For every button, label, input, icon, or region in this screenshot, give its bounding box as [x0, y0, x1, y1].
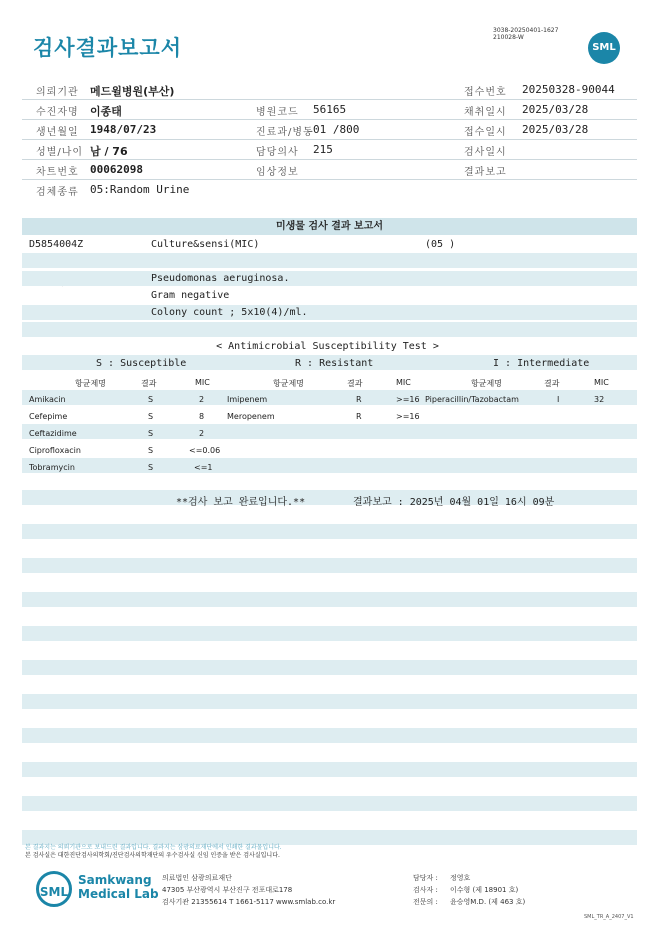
stripe	[22, 322, 637, 337]
staff-values	[450, 872, 525, 908]
field-value: 2025/03/28	[522, 123, 589, 136]
table-cell: 2	[199, 395, 205, 404]
table-cell: Amikacin	[29, 395, 66, 404]
stripe	[22, 458, 637, 473]
staff-labels	[413, 872, 438, 908]
table-cell: >=16	[396, 395, 420, 404]
stripe	[22, 626, 637, 641]
company-name	[78, 873, 159, 901]
info-row	[22, 119, 637, 140]
stripe	[22, 728, 637, 743]
field-label: 수진자명	[36, 107, 79, 118]
company-name-line: Samkwang	[78, 873, 152, 887]
column-header: 항균제명	[471, 379, 502, 388]
colony-count: Colony count ; 5x10(4)/ml.	[151, 307, 308, 318]
column-header: 결과	[347, 379, 363, 388]
info-row	[22, 79, 637, 100]
field-value: 05:Random Urine	[90, 183, 190, 196]
field-label: 성별/나이	[36, 147, 84, 158]
report-complete: **검사 보고 완료입니다.**	[176, 497, 306, 508]
column-header: 항균제명	[273, 379, 304, 388]
form-code: SML_TR_A_2407_V1	[584, 914, 634, 920]
staff-value: 이수형 (제 18901 호)	[450, 886, 519, 894]
info-row	[22, 99, 637, 120]
stripe	[22, 524, 637, 539]
gram-stain: Gram negative	[151, 290, 230, 301]
sml-logo: SML	[588, 32, 620, 64]
field-label: 채취일시	[464, 107, 507, 118]
info-row	[22, 159, 637, 180]
table-cell: <=1	[194, 463, 213, 472]
staff-label: 전문의 :	[413, 898, 438, 906]
field-value: 1948/07/23	[90, 123, 157, 136]
field-label: 진료과/병동	[256, 127, 314, 138]
stripe	[22, 390, 637, 405]
column-header: MIC	[195, 378, 210, 387]
footer-note: 본 검사실은 대한진단검사의학회/진단검사의학재단의 우수검사실 신임 인증을 받은 검사실입니다.	[25, 852, 280, 859]
table-cell: Ciprofloxacin	[29, 446, 81, 455]
stripe	[22, 762, 637, 777]
table-cell: <=0.06	[189, 446, 221, 455]
page-title: 검사결과보고서	[33, 36, 183, 60]
legend-susceptible: S : Susceptible	[96, 358, 187, 369]
legend-resistant: R : Resistant	[295, 358, 374, 369]
section-header	[22, 218, 637, 235]
legend-intermediate: I : Intermediate	[493, 358, 590, 369]
field-value: 215	[313, 143, 333, 156]
field-value: 00062098	[90, 163, 143, 176]
field-value: 56165	[313, 103, 347, 116]
field-value: 2025/03/28	[522, 103, 589, 116]
staff-value: 윤승영M.D. (제 463 호)	[450, 898, 526, 906]
document-number-line: 210028-W	[493, 34, 524, 41]
stripe	[22, 592, 637, 607]
test-code: D5854004Z	[29, 239, 84, 250]
column-header: 항균제명	[75, 379, 106, 388]
field-label: 결과보고	[464, 167, 507, 178]
field-value: 01 /800	[313, 123, 360, 136]
field-label: 접수번호	[464, 87, 507, 98]
footer-note: 본 결과지는 의뢰기관으로 보내드린 결과입니다. 결과지는 삼광의료재단에서 인쇄한 결과물입니다.	[25, 844, 282, 851]
company-address	[162, 872, 335, 908]
table-cell: Meropenem	[227, 412, 275, 421]
test-number: (05 )	[425, 239, 456, 250]
table-cell: R	[356, 395, 362, 404]
column-header: 결과	[544, 379, 560, 388]
ast-title: < Antimicrobial Susceptibility Test >	[216, 341, 439, 352]
stripe	[22, 796, 637, 811]
column-header: MIC	[594, 378, 609, 387]
table-cell: Cefepime	[29, 412, 68, 421]
sml-footer-logo: SML	[36, 871, 72, 907]
document-number-line: 3038-20250401-1627	[493, 27, 559, 34]
stripe	[22, 424, 637, 439]
address-line: 검사기관 21355614 T 1661-5117 www.smlab.co.kr	[162, 898, 336, 906]
table-cell: S	[148, 395, 154, 404]
stripe	[22, 305, 637, 320]
organism-name: Pseudomonas aeruginosa.	[151, 273, 290, 284]
table-cell: S	[148, 463, 154, 472]
column-header: MIC	[396, 378, 411, 387]
table-cell: 32	[594, 395, 605, 404]
document-number	[493, 27, 558, 41]
report-time: 결과보고 : 2025년 04월 01일 16시 09분	[353, 497, 555, 508]
field-value: 남 / 76	[90, 145, 128, 158]
table-cell: Tobramycin	[29, 463, 75, 472]
field-label: 담당의사	[256, 147, 299, 158]
table-cell: R	[356, 412, 362, 421]
table-cell: S	[148, 446, 154, 455]
table-cell: I	[557, 395, 560, 404]
field-value: 이종태	[90, 105, 122, 118]
stripe	[22, 253, 637, 268]
stripe	[22, 558, 637, 573]
field-label: 생년월일	[36, 127, 79, 138]
staff-label: 검사자 :	[413, 886, 438, 894]
test-name: Culture&sensi(MIC)	[151, 239, 260, 250]
stripe	[22, 271, 637, 286]
field-label: 접수일시	[464, 127, 507, 138]
info-row	[22, 139, 637, 160]
field-label: 검체종류	[36, 187, 79, 198]
address-line: 의료법인 삼광의료재단	[162, 874, 232, 882]
staff-value: 정영호	[450, 874, 471, 882]
table-cell: Imipenem	[227, 395, 268, 404]
table-cell: 8	[199, 412, 205, 421]
table-cell: S	[148, 429, 154, 438]
field-value: 메드윌병원(부산)	[90, 85, 175, 98]
stripe	[22, 660, 637, 675]
staff-label: 담당자 :	[413, 874, 438, 882]
field-label: 의뢰기관	[36, 87, 79, 98]
stripe	[22, 694, 637, 709]
field-label: 임상정보	[256, 167, 299, 178]
table-cell: Piperacillin/Tazobactam	[425, 395, 519, 404]
table-cell: Ceftazidime	[29, 429, 77, 438]
field-label: 병원코드	[256, 107, 299, 118]
info-row	[22, 179, 637, 199]
table-cell: >=16	[396, 412, 420, 421]
address-line: 47305 부산광역시 부산진구 전포대로178	[162, 886, 293, 894]
field-label: 차트번호	[36, 167, 79, 178]
stripe	[22, 288, 637, 303]
field-value: 20250328-90044	[522, 83, 615, 96]
column-header: 결과	[141, 379, 157, 388]
table-cell: 2	[199, 429, 205, 438]
field-label: 검사일시	[464, 147, 507, 158]
company-name-line: Medical Lab	[78, 887, 159, 901]
section-title: 미생물 검사 결과 보고서	[275, 221, 384, 232]
table-cell: S	[148, 412, 154, 421]
